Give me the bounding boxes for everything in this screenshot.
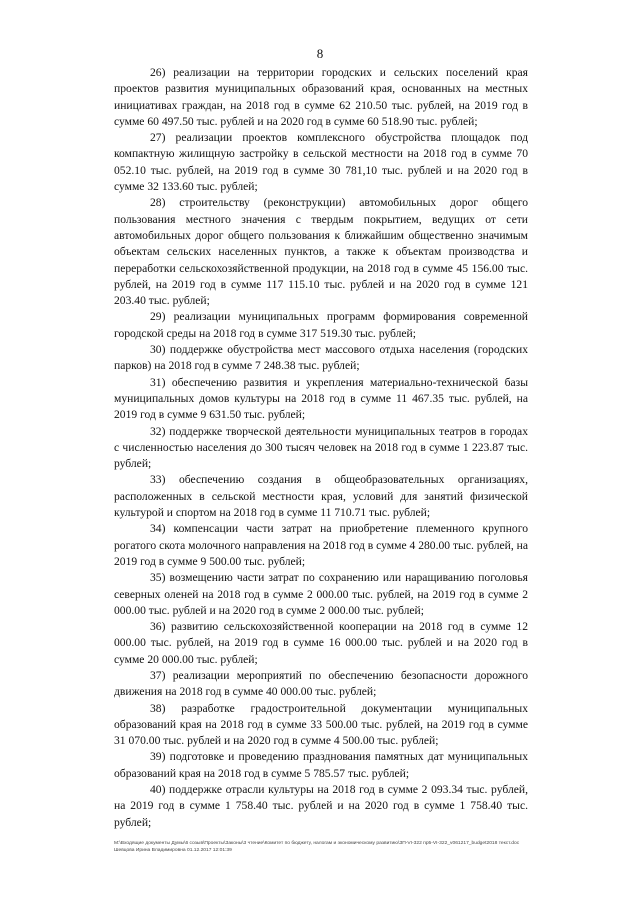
list-item-28: 28) строительству (реконструкции) автомобильных дорог общего пользования местного значения с твердым покрытием, ведущих от сети автомобильных дорог общего пользования к ближайшим общественно значимым объектам сельских населенных пунктов, а также к объектам производства и переработки сельскохозяйственной продукции, на 2018 год в сумме 45 156.00 тыс. рублей, на 2019 год в сумме 117 115.10 тыс. рублей и на 2020 год в сумме 121 203.40 тыс. рублей; [114, 196, 528, 308]
list-item-38: 38) разработке градостроительной документации муниципальных образований края на 2018 год в сумме 33 500.00 тыс. рублей, на 2019 год в сумме 31 070.00 тыс. рублей и на 2020 год в сумме 4 500.00 тыс. рублей; [114, 701, 528, 748]
list-item-30: 30) поддержке обустройства мест массового отдыха населения (городских парков) на 2018 год в сумме 7 248.38 тыс. рублей; [114, 343, 528, 373]
list-item-31: 31) обеспечению развития и укрепления материально-технической базы муниципальных домов культуры на 2018 год в сумме 11 467.35 тыс. рублей, на 2019 год в сумме 9 631.50 тыс. рублей; [114, 375, 528, 422]
list-item-26: 26) реализации на территории городских и сельских поселений края проектов развития муниципальных образований края, основанных на местных инициативах граждан, на 2018 год в сумме 62 210.50 тыс. рублей, на 2019 год в сумме 60 497.50 тыс. рублей и на 2020 год в сумме 60 518.90 тыс. рублей; [114, 66, 528, 128]
list-item-34: 34) компенсации части затрат на приобретение племенного крупного рогатого скота молочного направления на 2018 год в сумме 4 280.00 тыс. рублей, на 2019 год в сумме 9 500.00 тыс. рублей; [114, 522, 528, 568]
list-item-35: 35) возмещению части затрат по сохранению или наращиванию поголовья северных оленей на 2018 год в сумме 2 000.00 тыс. рублей, на 2019 год в сумме 2 000.00 тыс. рублей и на 2020 год в сумме 2 000.00 тыс. рублей; [114, 571, 528, 617]
file-path-footer: М:\Входящие документы Думы\6 созыв\Проекты\Законы\3 чтение\Комитет по бюджету, налогам и экономическому развитию\ЗП-VI-322 пр5-VI-322_v061217_budget2018 текст.doc Шевцова Ирина Владимировна 01.12.2017 12:01:39 [114, 841, 520, 853]
list-item-39: 39) подготовке и проведению празднования памятных дат муниципальных образований края на 2018 год в сумме 5 785.57 тыс. рублей; [114, 750, 528, 780]
list-item-37: 37) реализации мероприятий по обеспечению безопасности дорожного движения на 2018 год в сумме 40 000.00 тыс. рублей; [114, 668, 528, 699]
list-item-27: 27) реализации проектов комплексного обустройства площадок под компактную жилищную застройку в сельской местности на 2018 год в сумме 70 052.10 тыс. рублей, на 2019 год в сумме 30 781,10 тыс. рублей и на 2020 год в сумме 32 133.60 тыс. рублей; [114, 131, 528, 194]
document-body [114, 65, 528, 831]
list-item-33: 33) обеспечению создания в общеобразовательных организациях, расположенных в сельской местности края, условий для занятий физической культурой и спортом на 2018 год в сумме 11 710.71 тыс. рублей; [114, 473, 528, 520]
list-item-29: 29) реализации муниципальных программ формирования современной городской среды на 2018 год в сумме 317 519.30 тыс. рублей; [114, 310, 528, 340]
list-item-36: 36) развитию сельскохозяйственной кооперации на 2018 год в сумме 12 000.00 тыс. рублей, на 2019 год в сумме 16 000.00 тыс. рублей и на 2020 год в сумме 20 000.00 тыс. рублей; [114, 620, 528, 666]
page-number: 8 [316, 46, 324, 61]
list-item-40: 40) поддержке отрасли культуры на 2018 год в сумме 2 093.34 тыс. рублей, на 2019 год в сумме 1 758.40 тыс. рублей и на 2020 год в сумме 1 758.40 тыс. рублей; [114, 783, 528, 829]
list-item-32: 32) поддержке творческой деятельности муниципальных театров в городах с численностью населения до 300 тысяч человек на 2018 год в сумме 1 223.87 тыс. рублей; [114, 424, 528, 471]
